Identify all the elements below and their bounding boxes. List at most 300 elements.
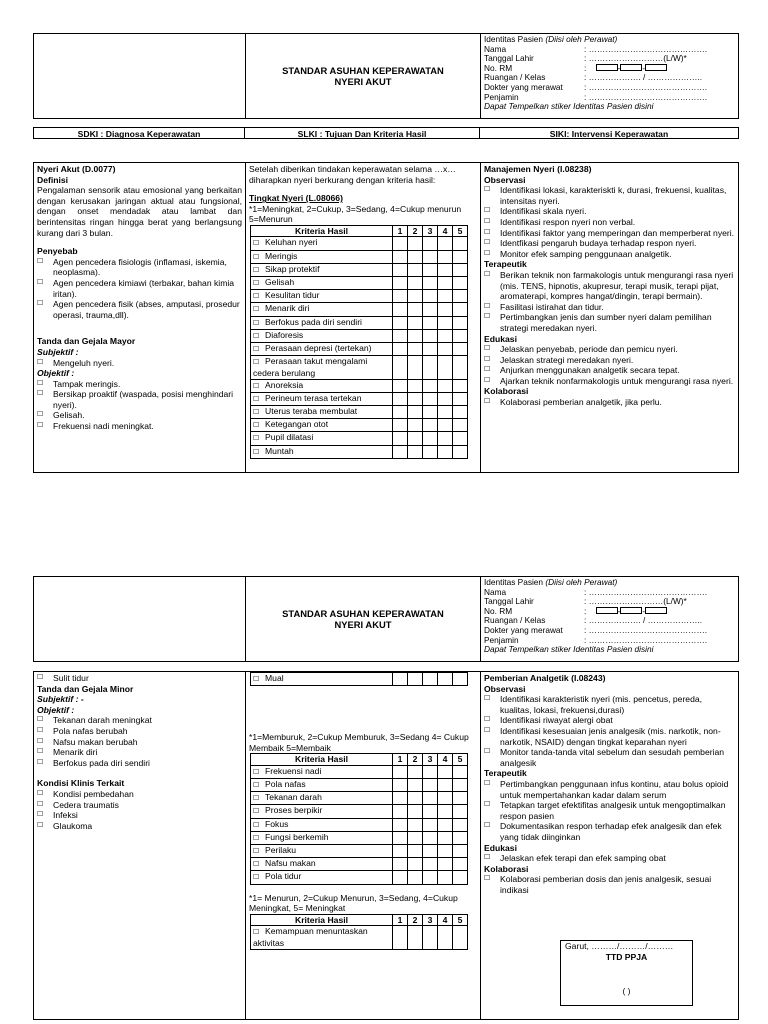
score-cell[interactable] [408,871,423,884]
score-cell[interactable] [423,250,438,263]
score-cell[interactable] [438,263,453,276]
list-item[interactable]: ☐ Infeksi [37,810,78,821]
score-cell[interactable] [453,303,468,316]
checkbox-icon[interactable]: ☐ [253,253,260,261]
list-item[interactable]: ☐ Jelaskan penyebab, periode dan pemicu nyeri. [484,344,678,355]
score-cell[interactable] [393,871,408,884]
list-item[interactable]: ☐ Tekanan darah meningkat [37,715,152,726]
checkbox-icon[interactable]: ☐ [253,332,260,340]
score-cell[interactable] [408,792,423,805]
checkbox-icon[interactable]: ☐ [253,848,260,855]
score-cell[interactable] [408,926,423,949]
score-cell[interactable] [408,392,423,405]
score-cell[interactable] [453,792,468,805]
score-cell[interactable] [393,845,408,858]
score-cell[interactable] [453,805,468,818]
score-cell[interactable] [453,290,468,303]
score-cell[interactable] [393,379,408,392]
checkbox-icon[interactable]: ☐ [253,422,260,430]
score-cell[interactable] [453,356,468,379]
score-cell[interactable] [393,276,408,289]
score-cell[interactable] [438,792,453,805]
criteria-row[interactable]: ☐ Kemampuan menuntaskan aktivitas [251,926,468,949]
score-cell[interactable] [423,778,438,791]
field-penjamin[interactable]: Penjamin : ……………………………………. [484,634,708,645]
list-item[interactable]: ☐ Cedera traumatis [37,799,119,810]
criteria-row[interactable]: ☐ Perasaan depresi (tertekan) [251,342,468,355]
list-item[interactable]: ☐ Fasilitasi istirahat dan tidur. [484,301,604,312]
score-cell[interactable] [453,250,468,263]
score-cell[interactable] [393,392,408,405]
score-cell[interactable] [453,379,468,392]
score-cell[interactable] [408,250,423,263]
criteria-row[interactable]: ☐ Diaforesis [251,329,468,342]
col-header-sdki: SDKI : Diagnosa Keperawatan [33,127,245,139]
rm-box-1[interactable] [596,64,618,71]
list-item[interactable]: ☐ Anjurkan menggunakan analgetik secara tepat. [484,365,680,376]
criteria-row[interactable]: ☐ Perilaku [251,845,468,858]
score-cell[interactable] [453,831,468,844]
checkbox-icon[interactable]: ☐ [484,355,491,363]
list-item[interactable]: ☐ Sulit tidur [37,673,89,683]
score-cell[interactable] [438,356,453,379]
signature-box[interactable] [560,940,693,1006]
score-cell[interactable] [453,818,468,831]
field-ruangan[interactable]: Ruangan / Kelas : ………………. / ……………….. [484,615,703,626]
score-cell[interactable] [393,445,408,458]
field-tanggal-lahir[interactable]: Tanggal Lahir : ………………………(L/W)* [484,596,687,607]
score-cell[interactable] [408,316,423,329]
score-cell[interactable] [393,792,408,805]
score-cell[interactable] [393,858,408,871]
list-item[interactable]: ☐ Identifikasi karakteristik nyeri (mis. pencetus, pereda, kualitas, lokasi, frekuensi,durasi) [484,694,703,715]
score-cell[interactable] [393,237,408,250]
score-cell[interactable] [393,263,408,276]
score-cell[interactable] [408,303,423,316]
checkbox-icon[interactable]: ☐ [37,737,44,745]
list-item[interactable]: ☐ Agen pencedera fisik (abses, amputasi, prosedur operasi, trauma,dll). [37,299,240,320]
score-cell[interactable] [408,263,423,276]
checkbox-icon[interactable]: ☐ [37,800,44,808]
score-cell[interactable] [453,765,468,778]
score-cell[interactable] [408,445,423,458]
list-item[interactable]: ☐ Berfokus pada diri sendiri [37,757,150,768]
criteria-row[interactable]: ☐ Menarik diri [251,303,468,316]
checkbox-icon[interactable]: ☐ [253,279,260,287]
diagnosis-title: Nyeri Akut (D.0077) [37,164,116,174]
checkbox-icon[interactable]: ☐ [253,319,260,327]
sticker-note: Dapat Tempelkan stiker Identitas Pasien disini [484,644,654,655]
score-cell[interactable] [423,792,438,805]
sdki-column-page2: ☐ Sulit tidur Tanda dan Gejala Minor Subjektif : - Objektif : ☐ Tekanan darah meningkat ☐ Pola nafas berubah ☐ Nafsu makan berubah ☐ Menarik diri ☐ Berfokus pada diri sendiri Kondisi Klinis Terkait ☐ Kondisi pembedahan ☐ Cedera traumatis ☐ Infeksi ☐ Glaukoma [33,671,246,1020]
score-cell[interactable] [408,406,423,419]
checkbox-icon[interactable]: ☐ [253,781,260,789]
criteria-row[interactable]: ☐ Keluhan nyeri [251,237,468,250]
score-cell[interactable] [393,303,408,316]
criteria-row[interactable]: ☐ Muntah [251,445,468,458]
checkbox-icon[interactable]: ☐ [484,748,491,756]
list-item[interactable]: ☐ Identifikasi kesesuaian jenis analgesik (mis. narkotik, non-narkotik, NSAID) dengan tingkat keparahan nyeri [484,725,721,747]
sign-name: ( ) [622,986,631,997]
list-item[interactable]: ☐ Agen pencedera fisiologis (inflamasi, iskemia, neoplasma). [37,256,227,278]
checkbox-icon[interactable]: ☐ [484,249,491,257]
page-title: STANDAR ASUHAN KEPERAWATAN NYERI AKUT [246,577,481,661]
list-item[interactable]: ☐ Tampak meringis. [37,378,121,389]
criteria-row[interactable]: ☐ Proses berpikir [251,805,468,818]
sdki-column-page1: Nyeri Akut (D.0077) Definisi Pengalaman sensorik atau emosional yang berkaitan dengan kerusakan jaringan aktual atau fungsional, dengan onset mendadak atau lambat dan berintensitas ringan hingga berat yang berlangsung kurang dari 3 bulan. Penyebab ☐ Agen pencedera fisiologis (inflamasi, iskemia, neoplasma). ☐ Agen pencedera kimiawi (terbakar, bahan kimia iritan). ☐ Agen pencedera fisik (abses, amputasi, prosedur operasi, trauma,dll). Tanda dan Gejala Mayor Subjektif : ☐ Mengeluh nyeri. Objektif : ☐ Tampak meringis. ☐ Bersikap proaktif (waspada, posisi menghindari nyeri). ☐ Gelisah. ☐ Frekuensi nadi meningkat. [33,162,246,473]
checkbox-icon[interactable]: ☐ [484,695,491,703]
score-cell[interactable] [408,237,423,250]
score-cell[interactable] [423,419,438,432]
score-cell[interactable] [393,818,408,831]
checkbox-icon[interactable]: ☐ [484,239,491,247]
score-cell[interactable] [423,445,438,458]
score-cell[interactable] [408,858,423,871]
patient-identity: Identitas Pasien (Diisi oleh Perawat) Nama : ……………………………………. Tanggal Lahir : ………………………(L/W)* No. RM : - - Ruangan / Kelas : ………………. / ……………….. Dokter yang merawat : ……………………………………. Penjamin : ……………………………………. Dapat Tempelkan stiker Identitas Pasien disini [481,34,738,118]
checkbox-icon[interactable]: ☐ [37,821,44,829]
score-cell[interactable] [423,432,438,445]
criteria-row[interactable]: ☐ Anoreksia [251,379,468,392]
criteria-row[interactable]: ☐ Perasaan takut mengalami cedera berulang [251,356,468,379]
score-cell[interactable] [423,845,438,858]
list-item[interactable]: ☐ Identifikasi faktor yang memperingan dan memperberat nyeri. [484,227,735,238]
score-cell[interactable] [438,406,453,419]
score-cell[interactable] [453,432,468,445]
score-cell[interactable] [438,831,453,844]
checkbox-icon[interactable]: ☐ [484,186,491,194]
checkbox-icon[interactable]: ☐ [484,726,491,734]
score-cell[interactable] [438,392,453,405]
score-cell[interactable] [438,765,453,778]
score-cell[interactable] [393,926,408,949]
score-cell[interactable] [393,432,408,445]
criteria-row[interactable]: ☐ Nafsu makan [251,858,468,871]
field-dokter[interactable]: Dokter yang merawat : ……………………………………. [484,81,708,92]
criteria-row[interactable]: ☐ Fokus [251,818,468,831]
list-item[interactable]: ☐ Kondisi pembedahan [37,788,134,799]
field-no-rm[interactable]: No. RM : - - [484,64,735,74]
field-tanggal-lahir[interactable]: Tanggal Lahir : ………………………(L/W)* [484,53,687,64]
score-cell[interactable] [423,237,438,250]
score-cell[interactable] [438,805,453,818]
score-cell[interactable] [438,871,453,884]
checkbox-icon[interactable]: ☐ [484,313,491,321]
patient-identity: Identitas Pasien (Diisi oleh Perawat) Nama : ……………………………………. Tanggal Lahir : ………………………(L/W)* No. RM : - - Ruangan / Kelas : ………………. / ……………….. Dokter yang merawat : ……………………………………. Penjamin : ……………………………………. Dapat Tempelkan stiker Identitas Pasien disini [481,577,738,661]
score-cell[interactable] [408,805,423,818]
score-cell[interactable] [393,406,408,419]
checkbox-icon[interactable]: ☐ [253,795,260,803]
score-cell[interactable] [438,342,453,355]
score-cell[interactable] [438,303,453,316]
score-cell[interactable] [408,831,423,844]
list-item[interactable]: ☐ Jelaskan strategi meredakan nyeri. [484,354,634,365]
score-cell[interactable] [453,237,468,250]
score-cell[interactable] [393,250,408,263]
checkbox-icon[interactable]: ☐ [253,435,260,443]
definition-text: Pengalaman sensorik atau emosional yang berkaitan dengan kerusakan jaringan aktual atau fungsional, dengan onset mendadak atau lambat dan berintensitas ringan hingga berat yang berlangsung kurang dari 3 bulan. [37,185,242,238]
list-item[interactable]: ☐ Identifikasi riwayat alergi obat [484,715,613,726]
score-cell[interactable] [393,316,408,329]
checkbox-icon[interactable]: ☐ [484,875,491,883]
score-cell[interactable] [438,276,453,289]
criteria-row[interactable]: ☐ Pola tidur [251,871,468,884]
score-cell[interactable] [393,290,408,303]
checkbox-icon[interactable]: ☐ [37,758,44,766]
score-cell[interactable] [393,342,408,355]
score-cell[interactable] [453,445,468,458]
score-cell[interactable] [423,356,438,379]
score-cell[interactable] [393,805,408,818]
list-item[interactable]: ☐ Identifikasi respon nyeri non verbal. [484,216,636,227]
criteria-row[interactable]: ☐ Pupil dilatasi [251,432,468,445]
score-cell[interactable] [438,845,453,858]
col-header-slki: SLKI : Tujuan Dan Kriteria Hasil [245,127,480,139]
score-cell[interactable] [408,778,423,791]
criteria-row[interactable]: ☐ Frekuensi nadi [251,765,468,778]
list-item[interactable]: ☐ Mengeluh nyeri. [37,357,115,368]
score-cell[interactable] [453,419,468,432]
score-cell[interactable] [423,303,438,316]
list-item[interactable]: ☐ Ajarkan teknik nonfarmakologis untuk mengurangi rasa nyeri. [484,375,734,386]
score-cell[interactable] [453,276,468,289]
checkbox-icon[interactable]: ☐ [37,748,44,756]
score-cell[interactable] [393,329,408,342]
checkbox-icon: ☐ [37,358,44,366]
score-cell[interactable] [423,392,438,405]
field-nama[interactable]: Nama : ……………………………………. [484,586,708,597]
list-item[interactable]: ☐ Jelaskan efek terapi dan efek samping obat [484,853,666,864]
checkbox-icon[interactable]: ☐ [253,306,260,314]
score-cell[interactable] [423,316,438,329]
list-item[interactable]: ☐ Monitor tanda-tanda vital sebelum dan sesudah pemberian analgesik [484,747,725,768]
checkbox-icon: ☐ [37,379,44,387]
score-cell[interactable] [453,871,468,884]
criteria-row[interactable]: ☐ Tekanan darah [251,792,468,805]
score-cell[interactable] [438,432,453,445]
score-cell[interactable] [408,419,423,432]
checkbox-icon: ☐ [37,411,44,419]
list-item[interactable]: ☐ Glaukoma [37,820,93,831]
criteria-table [250,753,468,884]
checkbox-icon[interactable]: ☐ [484,345,491,353]
checkbox-icon[interactable]: ☐ [37,716,44,724]
score-cell[interactable] [438,237,453,250]
score-cell[interactable] [453,778,468,791]
rm-box-3[interactable] [645,607,667,614]
list-item[interactable]: ☐ Berikan teknik non farmakologis untuk mengurangi rasa nyeri (mis. TENS, hipnotis, akupresur, terapi musik, terapi pijat, aromaterapi, kompres hangat/dingin, terapi bermain). [484,269,734,302]
criteria-table-carryover [250,672,468,686]
checkbox-icon[interactable]: ☐ [253,359,260,367]
checkbox-icon[interactable]: ☐ [253,808,260,816]
checkbox-icon[interactable]: ☐ [484,207,491,215]
list-item[interactable]: ☐ Pertimbangkan penggunaan infus kontinu, atau bolus opioid untuk mempertahankan kadar dalam serum [484,778,729,800]
list-item[interactable]: ☐ Identfikasi pengaruh budaya terhadap respon nyeri. [484,238,697,249]
criteria-row[interactable]: ☐ Uterus teraba membulat [251,406,468,419]
score-cell[interactable] [408,765,423,778]
criteria-row[interactable]: ☐ Berfokus pada diri sendiri [251,316,468,329]
score-cell[interactable] [423,765,438,778]
score-cell[interactable] [438,316,453,329]
score-cell[interactable] [423,406,438,419]
field-nama[interactable]: Nama : ……………………………………. [484,43,708,54]
score-cell[interactable] [438,445,453,458]
score-cell[interactable] [438,329,453,342]
checkbox-icon[interactable]: ☐ [253,395,260,403]
list-item[interactable]: ☐ Monitor efek samping penggunaan analgetik. [484,248,672,259]
criteria-table-header: Kriteria Hasil 1 2 3 4 5 [251,754,468,765]
criteria-row[interactable]: ☐ Mual [251,673,468,686]
list-item[interactable]: ☐ Kolaborasi pemberian analgetik, jika perlu. [484,397,662,408]
checkbox-icon[interactable]: ☐ [253,874,260,882]
score-cell[interactable] [453,316,468,329]
score-cell[interactable] [408,290,423,303]
score-cell[interactable] [453,926,468,949]
score-cell[interactable] [453,263,468,276]
score-cell[interactable] [423,379,438,392]
score-cell[interactable] [423,805,438,818]
rm-box-2[interactable] [620,607,642,614]
score-cell[interactable] [423,871,438,884]
checkbox-icon[interactable]: ☐ [484,801,491,809]
header-page1 [33,33,739,119]
field-ruangan[interactable]: Ruangan / Kelas : ………………. / ……………….. [484,72,703,83]
score-cell[interactable] [438,379,453,392]
checkbox-icon[interactable]: ☐ [253,293,260,301]
score-cell[interactable] [393,419,408,432]
list-item[interactable]: ☐ Nafsu makan berubah [37,736,138,747]
score-cell[interactable] [423,276,438,289]
score-cell[interactable] [453,858,468,871]
score-cell[interactable] [438,419,453,432]
criteria-row[interactable]: ☐ Meringis [251,250,468,263]
list-item[interactable]: ☐ Tetapkan target efektifitas analgesik untuk mengoptimalkan respon pasien [484,800,726,821]
checkbox-icon[interactable]: ☐ [253,861,260,869]
checkbox-icon[interactable]: ☐ [37,811,44,819]
list-item[interactable]: ☐ Gelisah. [37,410,85,421]
score-cell[interactable] [393,778,408,791]
checkbox-icon[interactable]: ☐ [253,345,260,353]
score-cell[interactable] [438,778,453,791]
score-cell[interactable] [408,818,423,831]
header-logo-area [34,577,246,661]
score-cell[interactable] [423,831,438,844]
score-cell[interactable] [423,818,438,831]
criteria-row[interactable]: ☐ Ketegangan otot [251,419,468,432]
criteria-row[interactable]: ☐ Kesulitan tidur [251,290,468,303]
slki-intro: Setelah diberikan tindakan keperawatan selama …x… diharapkan nyeri berkurang dengan kriteria hasil: [249,164,456,185]
score-cell[interactable] [453,845,468,858]
score-cell[interactable] [438,250,453,263]
score-cell[interactable] [408,379,423,392]
score-cell[interactable] [423,342,438,355]
score-cell[interactable] [408,356,423,379]
score-cell[interactable] [453,329,468,342]
checkbox-icon[interactable]: ☐ [253,929,260,937]
slki-column-page2 [245,671,481,1020]
checkbox-icon[interactable]: ☐ [253,768,260,776]
checkbox-icon[interactable]: ☐ [484,302,491,310]
checkbox-icon[interactable]: ☐ [484,366,491,374]
checkbox-icon[interactable]: ☐ [484,716,491,724]
checkbox-icon[interactable]: ☐ [37,726,44,734]
list-item[interactable]: ☐ Identifikasi lokasi, karakteriskti k, durasi, frekuensi, kualitas, intensitas nyeri. [484,185,727,206]
rm-box-2[interactable] [620,64,642,71]
score-cell[interactable] [453,392,468,405]
score-cell[interactable] [423,329,438,342]
rm-box-1[interactable] [596,607,618,614]
list-item[interactable]: ☐ Pola nafas berubah [37,725,128,736]
checkbox-icon[interactable]: ☐ [253,409,260,416]
score-cell[interactable] [438,818,453,831]
checkbox-icon[interactable]: ☐ [253,448,260,456]
checkbox-icon[interactable]: ☐ [253,821,260,829]
checkbox-icon[interactable]: ☐ [37,789,44,797]
score-cell[interactable] [453,406,468,419]
checkbox-icon[interactable]: ☐ [484,779,491,787]
score-cell[interactable] [438,858,453,871]
checkbox-icon: ☐ [37,257,44,265]
field-no-rm[interactable]: No. RM : - - [484,607,735,617]
checkbox-icon[interactable]: ☐ [484,854,491,862]
checkbox-icon: ☐ [37,674,44,681]
list-item[interactable]: ☐ Agen pencedera kimiawi (terbakar, bahan kimia iritan). [37,277,235,299]
header-logo-area [34,34,246,118]
checkbox-icon[interactable]: ☐ [484,822,491,830]
criteria-row[interactable]: ☐ Pola nafas [251,778,468,791]
score-cell[interactable] [438,926,453,949]
checkbox-icon[interactable]: ☐ [253,266,260,274]
list-item[interactable]: ☐ Menarik diri [37,747,98,758]
score-cell[interactable] [408,329,423,342]
score-cell[interactable] [423,926,438,949]
list-item[interactable]: ☐ Bersikap proaktif (waspada, posisi menghindari nyeri). [37,389,234,410]
criteria-row[interactable]: ☐ Gelisah [251,276,468,289]
score-cell[interactable] [408,276,423,289]
score-cell[interactable] [438,290,453,303]
score-cell[interactable] [408,432,423,445]
list-item[interactable]: ☐ Pertimbangkan jenis dan sumber nyeri dalam pemilihan strategi meredakan nyeri. [484,312,712,333]
score-cell[interactable] [393,831,408,844]
criteria-row[interactable]: ☐ Fungsi berkemih [251,831,468,844]
list-item[interactable]: ☐ Kolaborasi pemberian dosis dan jenis analgesik, sesuai indikasi [484,874,712,895]
score-cell[interactable] [393,356,408,379]
checkbox-icon[interactable]: ☐ [484,270,491,278]
criteria-row[interactable]: ☐ Perineum terasa tertekan [251,392,468,405]
checkbox-icon[interactable]: ☐ [253,240,260,248]
score-cell[interactable] [453,342,468,355]
checkbox-icon[interactable]: ☐ [484,376,491,384]
list-item[interactable]: ☐ Frekuensi nadi meningkat. [37,421,154,432]
score-cell[interactable] [423,263,438,276]
list-item[interactable]: ☐ Identifikasi skala nyeri. [484,206,587,217]
checkbox-icon[interactable]: ☐ [484,228,491,236]
criteria-row[interactable]: ☐ Sikap protektif [251,263,468,276]
list-item[interactable]: ☐ Dokumentasikan respon terhadap efek analgesik dan efek yang tidak diinginkan [484,821,722,842]
rm-box-3[interactable] [645,64,667,71]
score-cell[interactable] [408,342,423,355]
checkbox-icon[interactable]: ☐ [253,382,260,390]
checkbox-icon[interactable]: ☐ [484,398,491,406]
field-penjamin[interactable]: Penjamin : ……………………………………. [484,91,708,102]
checkbox-icon: ☐ [37,278,44,286]
score-cell[interactable] [408,845,423,858]
score-cell[interactable] [423,290,438,303]
checkbox-icon[interactable]: ☐ [484,217,491,225]
score-cell[interactable] [393,765,408,778]
field-dokter[interactable]: Dokter yang merawat : ……………………………………. [484,624,708,635]
checkbox-icon[interactable]: ☐ [253,834,260,842]
score-cell[interactable] [423,858,438,871]
